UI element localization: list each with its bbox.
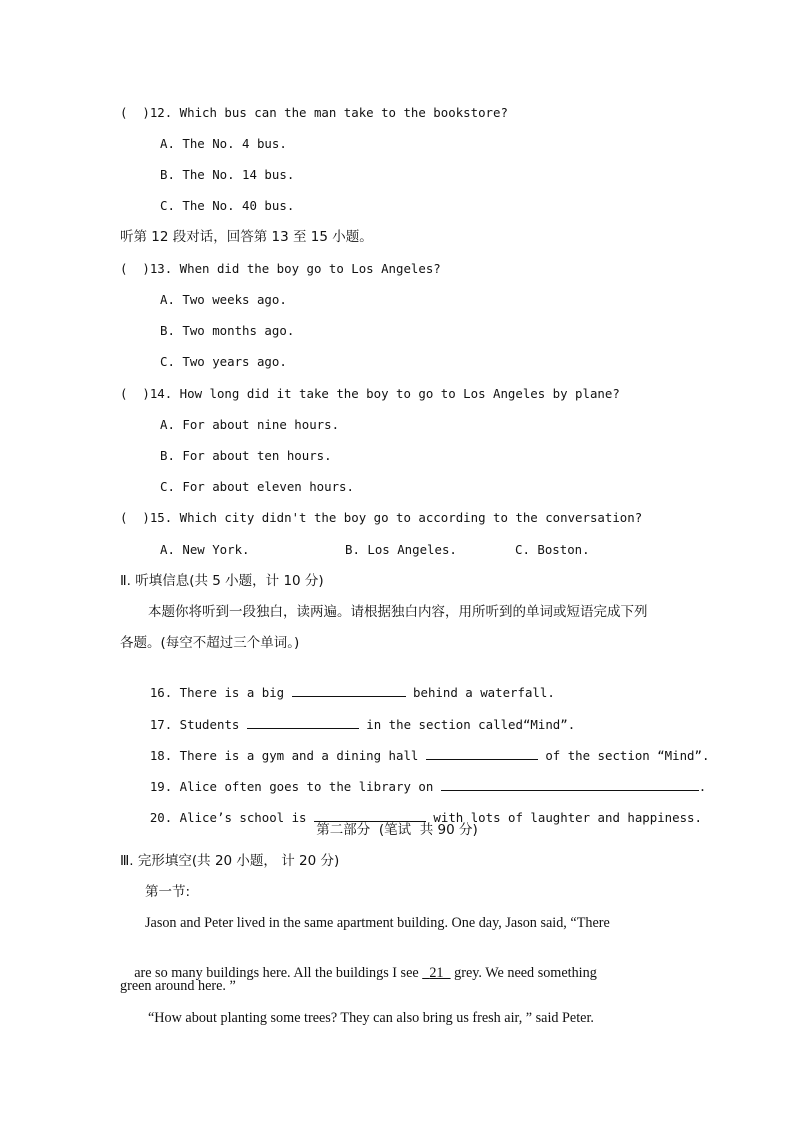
passage-line-1: Jason and Peter lived in the same apartment building. One day, Jason said, “There: [145, 915, 610, 931]
fill-item-20-before: 20. Alice’s school is: [149, 810, 314, 825]
fill-item-17-after: in the section called“Mind”.: [358, 717, 576, 732]
option-12b: B. The No. 14 bus.: [160, 167, 295, 182]
question-14: ( )14. How long did it take the boy to go to Los Angeles by plane?: [120, 386, 620, 401]
section-2-instruction-2: 各题。(每空不超过三个单词。): [120, 635, 300, 651]
fill-item-18-before: 18. There is a gym and a dining hall: [149, 748, 426, 763]
answer-blank-16[interactable]: [292, 683, 406, 697]
section-2-heading: Ⅱ. 听填信息(共 5 小题，计 10 分): [120, 573, 324, 589]
answer-blank-20[interactable]: [314, 808, 426, 822]
option-12a: A. The No. 4 bus.: [160, 136, 287, 151]
answer-blank-18[interactable]: [426, 746, 538, 760]
passage-line-3: green around here. ”: [120, 978, 236, 994]
option-14c: C. For about eleven hours.: [160, 479, 354, 494]
answer-blank-17[interactable]: [247, 715, 359, 729]
cloze-blank-21[interactable]: [422, 965, 450, 981]
fill-item-16-before: 16. There is a big: [149, 685, 292, 700]
passage-line-2-after: grey. We need something: [450, 965, 597, 981]
option-13b: B. Two months ago.: [160, 323, 295, 338]
section-3-sub: 第一节:: [145, 884, 191, 900]
option-14a: A. For about nine hours.: [160, 417, 340, 432]
option-15c: C. Boston.: [515, 542, 590, 557]
fill-item-19-after: .: [698, 779, 707, 794]
section-2-instruction-1: 本题你将听到一段独白，读两遍。请根据独白内容，用所听到的单词或短语完成下列: [148, 604, 648, 620]
answer-blank-19[interactable]: [441, 777, 699, 791]
fill-item-16-after: behind a waterfall.: [405, 685, 555, 700]
option-13c: C. Two years ago.: [160, 354, 287, 369]
section-3-heading: Ⅲ. 完形填空(共 20 小题， 计 20 分): [120, 853, 340, 869]
option-13a: A. Two weeks ago.: [160, 292, 287, 307]
fill-item-17-before: 17. Students: [149, 717, 247, 732]
passage-line-2-before: are so many buildings here. All the buildings I see: [134, 965, 423, 981]
fill-item-19-before: 19. Alice often goes to the library on: [149, 779, 441, 794]
option-12c: C. The No. 40 bus.: [160, 198, 295, 213]
fill-item-20-after: with lots of laughter and happiness.: [425, 810, 702, 825]
passage-line-4: “How about planting some trees? They can also bring us fresh air, ” said Peter.: [148, 1010, 594, 1026]
part-two-title: 第二部分 (笔试 共 90 分): [316, 822, 478, 838]
question-12: ( )12. Which bus can the man take to the bookstore?: [120, 105, 508, 120]
option-14b: B. For about ten hours.: [160, 448, 332, 463]
cloze-blank-21-number: 21: [429, 965, 444, 981]
fill-item-18-after: of the section “Mind”.: [537, 748, 710, 763]
option-15b: B. Los Angeles.: [345, 542, 457, 557]
question-15: ( )15. Which city didn't the boy go to according to the conversation?: [120, 510, 643, 525]
option-15a: A. New York.: [160, 542, 250, 557]
question-13: ( )13. When did the boy go to Los Angeles?: [120, 261, 441, 276]
dialog-intro: 听第 12 段对话，回答第 13 至 15 小题。: [120, 229, 373, 245]
